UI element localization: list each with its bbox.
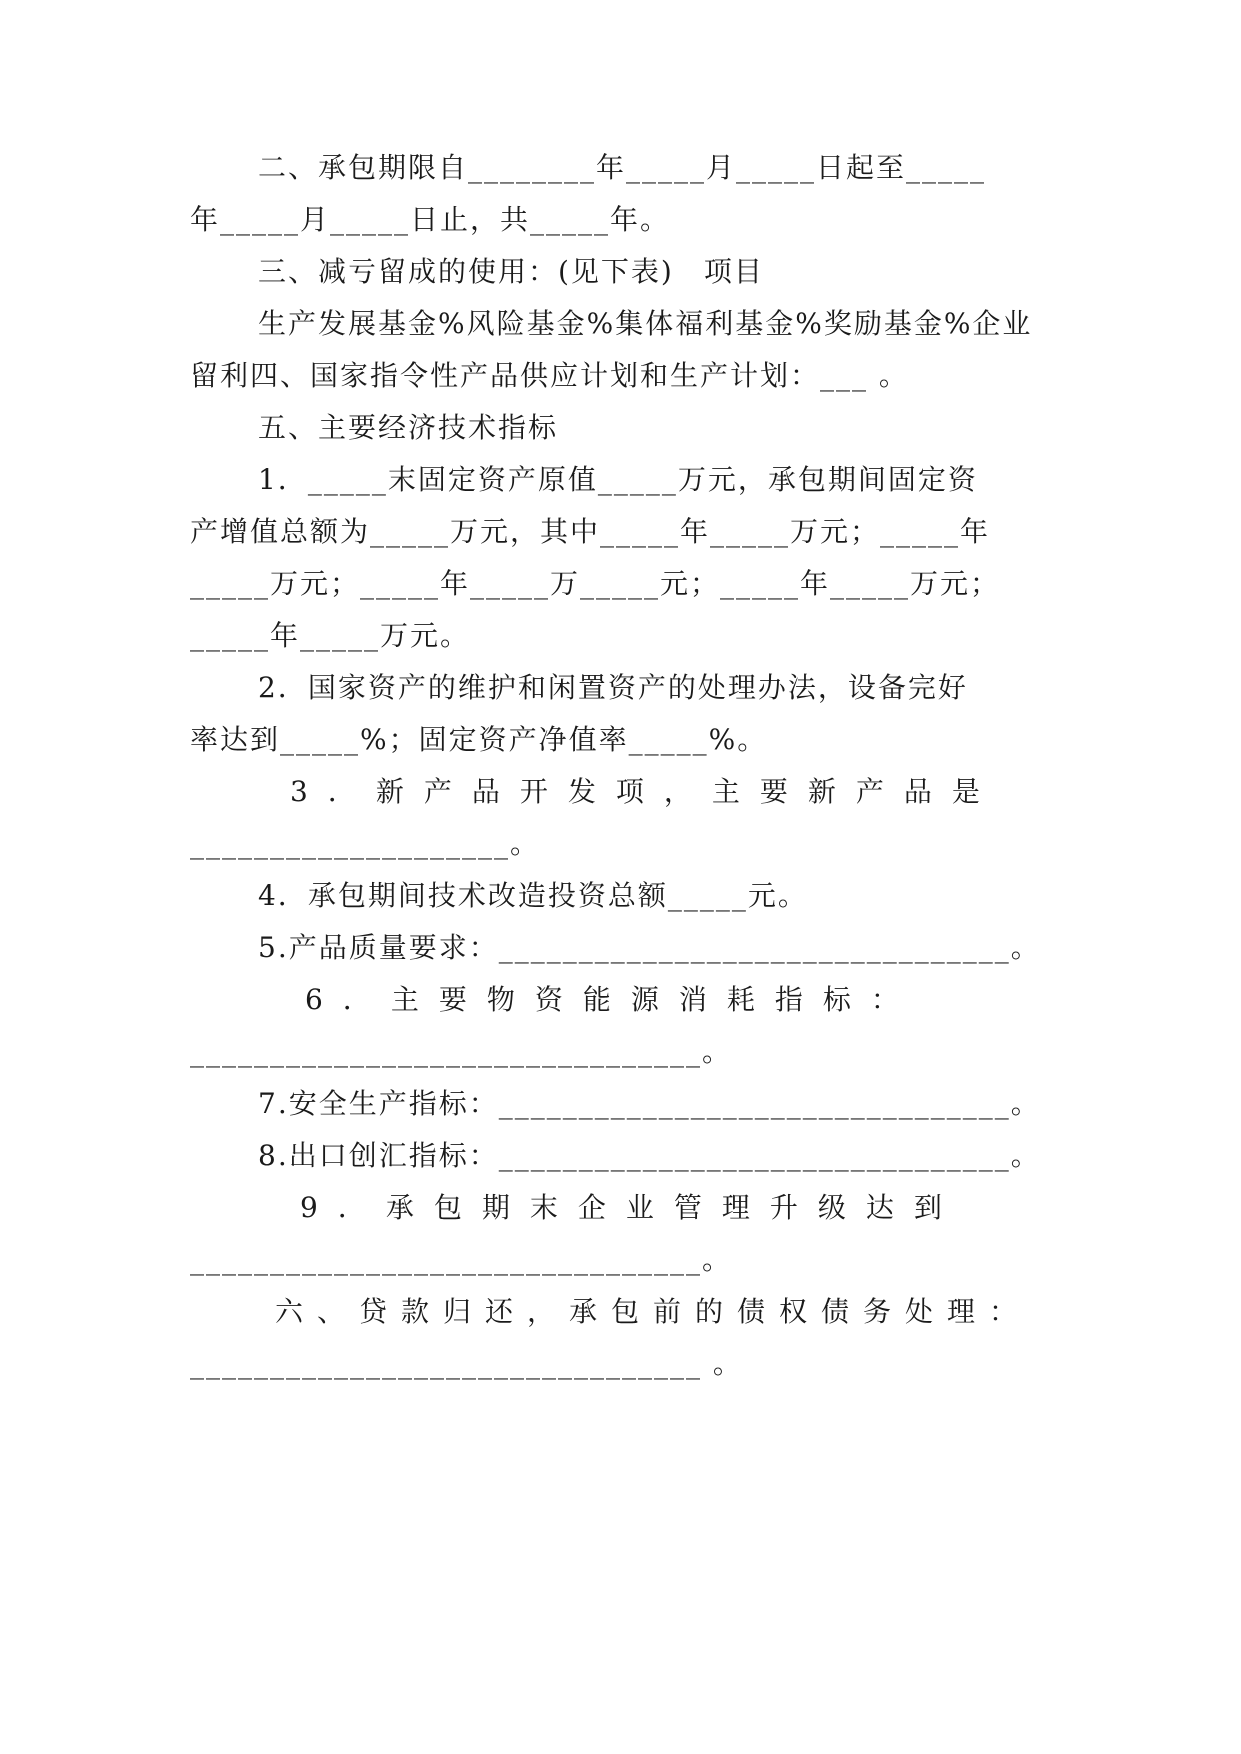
clause-6-line-1: 六、贷款归还，承包前的债权债务处理： xyxy=(275,1295,1032,1328)
clause-2-period-line-2: 年_____月_____日止，共_____年。 xyxy=(190,203,671,236)
item-1-line-2: 产增值总额为_____万元，其中_____年_____万元；_____年 xyxy=(190,515,991,548)
clause-4-plan-line: 留利四、国家指令性产品供应计划和生产计划：___ 。 xyxy=(190,359,909,392)
item-6-line-1: 6．主要物资能源消耗指标： xyxy=(305,983,919,1016)
item-6-line-2: ________________________________。 xyxy=(190,1035,733,1068)
clause-2-period-line-1: 二、承包期限自________年_____月_____日起至_____ xyxy=(258,151,987,184)
item-7-line: 7.安全生产指标：________________________________。 xyxy=(258,1087,1041,1120)
item-4-line: 4．承包期间技术改造投资总额_____元。 xyxy=(258,879,808,912)
item-2-line-2: 率达到_____%；固定资产净值率_____%。 xyxy=(190,723,768,756)
item-1-line-3: _____万元；_____年_____万_____元；_____年_____万元； xyxy=(190,567,1001,600)
clause-3-heading: 三、减亏留成的使用：(见下表) 项目 xyxy=(258,255,764,288)
item-1-line-1: 1．_____末固定资产原值_____万元，承包期间固定资 xyxy=(258,463,978,496)
item-5-line: 5.产品质量要求：________________________________。 xyxy=(258,931,1041,964)
item-3-line-1: 3．新产品开发项，主要新产品是 xyxy=(290,775,1000,808)
item-3-line-2: ____________________。 xyxy=(190,827,541,860)
item-9-line-1: 9．承包期末企业管理升级达到 xyxy=(300,1191,962,1224)
item-1-line-4: _____年_____万元。 xyxy=(190,619,471,652)
item-8-line: 8.出口创汇指标：________________________________。 xyxy=(258,1139,1041,1172)
clause-3-funds-line: 生产发展基金%风险基金%集体福利基金%奖励基金%企业 xyxy=(258,307,1033,340)
clause-6-line-2: ________________________________ 。 xyxy=(190,1347,743,1380)
item-9-line-2: ________________________________。 xyxy=(190,1243,733,1276)
item-2-line-1: 2．国家资产的维护和闲置资产的处理办法，设备完好 xyxy=(258,671,968,704)
clause-5-heading: 五、主要经济技术指标 xyxy=(258,411,559,444)
